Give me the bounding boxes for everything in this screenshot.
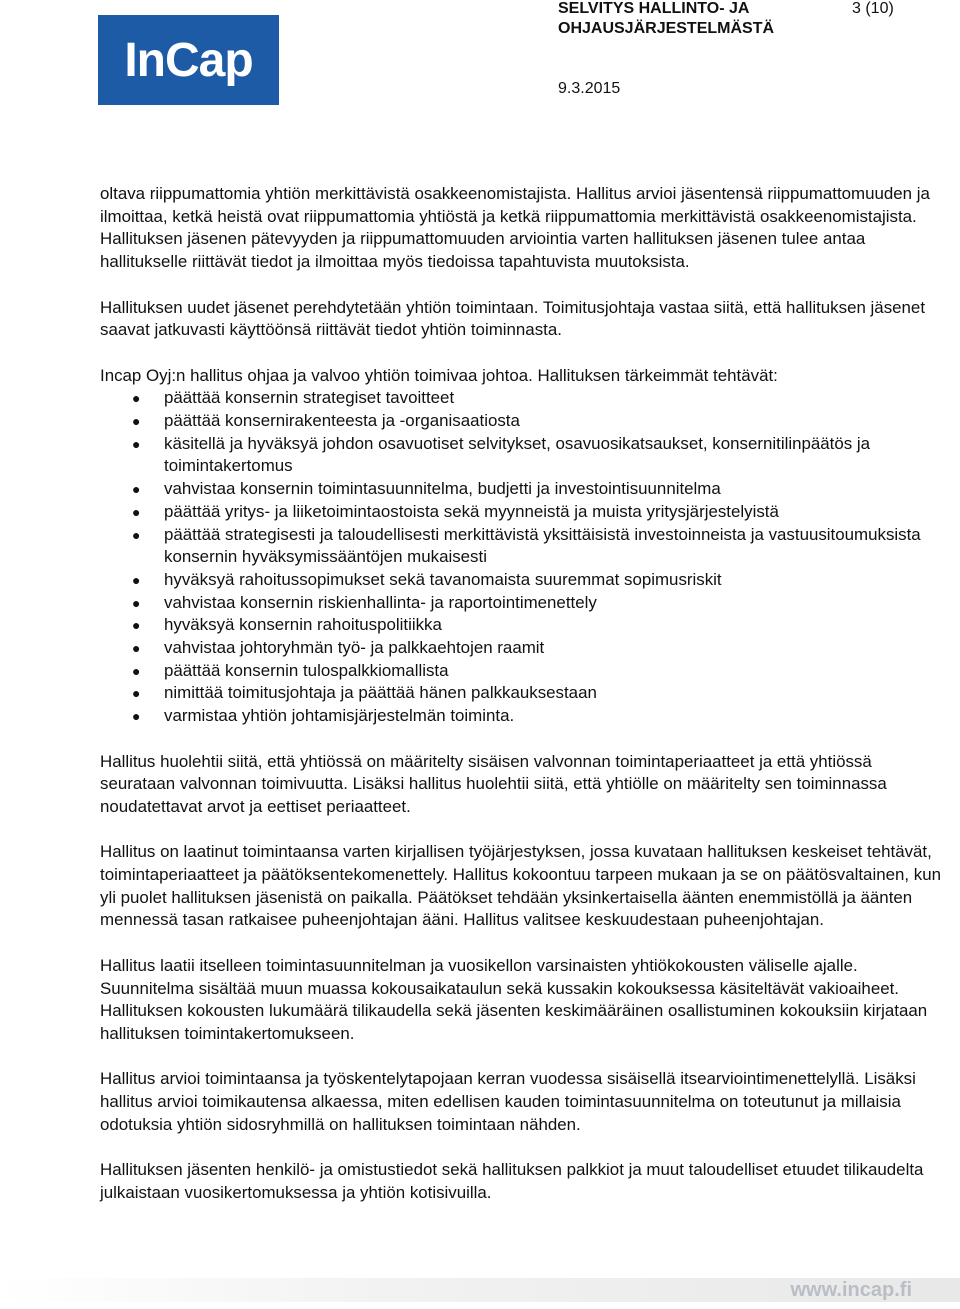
bullet-icon: ● — [132, 526, 141, 543]
board-tasks-list — [100, 387, 950, 728]
bullet-icon: ● — [132, 708, 141, 725]
list-item: ● varmistaa yhtiön johtamisjärjestelmän toiminta. — [100, 705, 950, 728]
bullet-icon: ● — [132, 662, 141, 679]
document-title-line1: SELVITYS HALLINTO- JA — [558, 0, 750, 17]
bullet-icon: ● — [132, 413, 141, 429]
paragraph-independence: oltava riippumattomia yhtiön merkittävistä osakkeenomistajista. Hallitus arvioi jäsentensä riippumattomuuden ja ilmoittaa, ketkä heistä ovat riippumattomia yhtiöstä ja ketkä riippumattomia merkittävistä osakkeenomistajista. Hallituksen jäsenen pätevyyden ja riippumattomuuden arviointia varten hallituksen jäsenen tulee antaa hallitukselle riittävät tiedot ja ilmoittaa myös tiedoissa tapahtuvista muutoksista. — [100, 184, 930, 272]
bullet-icon: ● — [132, 390, 141, 407]
company-logo: InCap — [98, 15, 279, 105]
document-title — [558, 0, 774, 39]
paragraph-orientation: Hallituksen uudet jäsenet perehdytetään yhtiön toimintaan. Toimitusjohtaja vastaa siitä, että hallituksen jäsenet saavat jatkuvasti käyttöönsä riittävät tiedot yhtiön toiminnasta. — [100, 297, 926, 340]
footer-url[interactable]: www.incap.fi — [790, 1279, 912, 1301]
bullet-icon: ● — [132, 503, 141, 520]
bullet-icon: ● — [132, 617, 141, 634]
list-item: ● päättää konsernirakenteesta ja -organisaatiosta — [100, 410, 950, 433]
page-number: 3 (10) — [852, 0, 894, 17]
document-body — [100, 183, 950, 1227]
paragraph-duties-intro: Incap Oyj:n hallitus ohjaa ja valvoo yhtiön toimivaa johtoa. Hallituksen tärkeimmät tehtävät: — [100, 365, 778, 385]
bullet-icon: ● — [132, 594, 141, 611]
list-item: ● nimittää toimitusjohtaja ja päättää hänen palkkauksestaan — [100, 682, 950, 705]
list-item: ● päättää konsernin tulospalkkiomallista — [100, 660, 950, 683]
list-item: ● vahvistaa konsernin toimintasuunnitelma, budjetti ja investointisuunnitelma — [100, 478, 950, 501]
document-title-line2: OHJAUSJÄRJESTELMÄSTÄ — [558, 20, 775, 37]
page-footer — [0, 1266, 960, 1309]
bullet-icon: ● — [132, 571, 141, 588]
bullet-icon: ● — [132, 685, 141, 702]
paragraph-rules-of-procedure: Hallitus on laatinut toimintaansa varten kirjallisen työjärjestyksen, jossa kuvataan hallituksen keskeiset tehtävät, toimintaperiaatteet ja päätöksentekomenettely. Hallitus kokoontuu tarpeen mukaan ja se on päätösvaltainen, kun yli puolet hallituksen jäsenistä on paikalla. Päätökset tehdään yksinkertaisella äänten enemmistöllä ja äänten mennessä tasan ratkaisee puheenjohtajan ääni. Hallitus valitsee keskuudestaan puheenjohtajan. — [100, 842, 941, 930]
document-date: 9.3.2015 — [558, 80, 621, 97]
bullet-icon: ● — [132, 640, 141, 657]
paragraph-internal-control: Hallitus huolehtii siitä, että yhtiössä on määritelty sisäisen valvonnan toimintaperiaatteet ja että yhtiössä seurataan valvonnan toimivuutta. Lisäksi hallitus huolehtii siitä, että yhtiölle on määritelty sen toiminnassa noudatettavat arvot ja eettiset periaatteet. — [100, 751, 887, 816]
list-item: ● vahvistaa konsernin riskienhallinta- ja raportointimenettely — [100, 592, 950, 615]
list-item: ● käsitellä ja hyväksyä johdon osavuotiset selvitykset, osavuosikatsaukset, konsernitilinpäätös ja toimintakertomus — [132, 433, 871, 476]
bullet-icon: ● — [132, 435, 141, 452]
list-item: ● päättää yritys- ja liiketoimintaostoista sekä myynneistä ja muista yritysjärjestelyistä — [100, 501, 950, 524]
paragraph-disclosure: Hallituksen jäsenten henkilö- ja omistustiedot sekä hallituksen palkkiot ja muut taloudelliset etuudet tilikaudelta julkaistaan vuosikertomuksessa ja yhtiön kotisivuilla. — [100, 1160, 924, 1202]
bullet-icon: ● — [132, 481, 141, 498]
list-item: ● hyväksyä rahoitussopimukset sekä tavanomaista suuremmat sopimusriskit — [100, 569, 950, 592]
list-item: ● vahvistaa johtoryhmän työ- ja palkkaehtojen raamit — [100, 637, 950, 660]
list-item: ● hyväksyä konsernin rahoituspolitiikka — [100, 614, 950, 637]
list-item: ● päättää strategisesti ja taloudellisesti merkittävistä yksittäisistä investoinneista ja vastuusitoumuksista konsernin hyväksymissääntöjen mukaisesti — [132, 524, 921, 567]
paragraph-action-plan: Hallitus laatii itselleen toimintasuunnitelman ja vuosikellon varsinaisten yhtiökokousten väliselle ajalle. Suunnitelma sisältää muun muassa kokousaikataulun sekä kussakin kokouksessa käsiteltävät vakioaiheet. Hallituksen kokousten lukumäärä tilikaudella sekä jäsenten keskimääräinen osallistuminen kokouksiin kirjataan hallituksen toimintakertomukseen. — [100, 955, 928, 1043]
paragraph-self-assessment: Hallitus arvioi toimintaansa ja työskentelytapojaan kerran vuodessa sisäisellä itsearviointimenettelyllä. Lisäksi hallitus arvioi toimikautensa alkaessa, miten edellisen kauden toimintasuunnitelma on toteutunut ja millaisia odotuksia yhtiön sidosryhmillä on hallituksen toimintaan nähden. — [100, 1069, 916, 1134]
list-item: ● päättää konsernin strategiset tavoitteet — [100, 387, 950, 410]
